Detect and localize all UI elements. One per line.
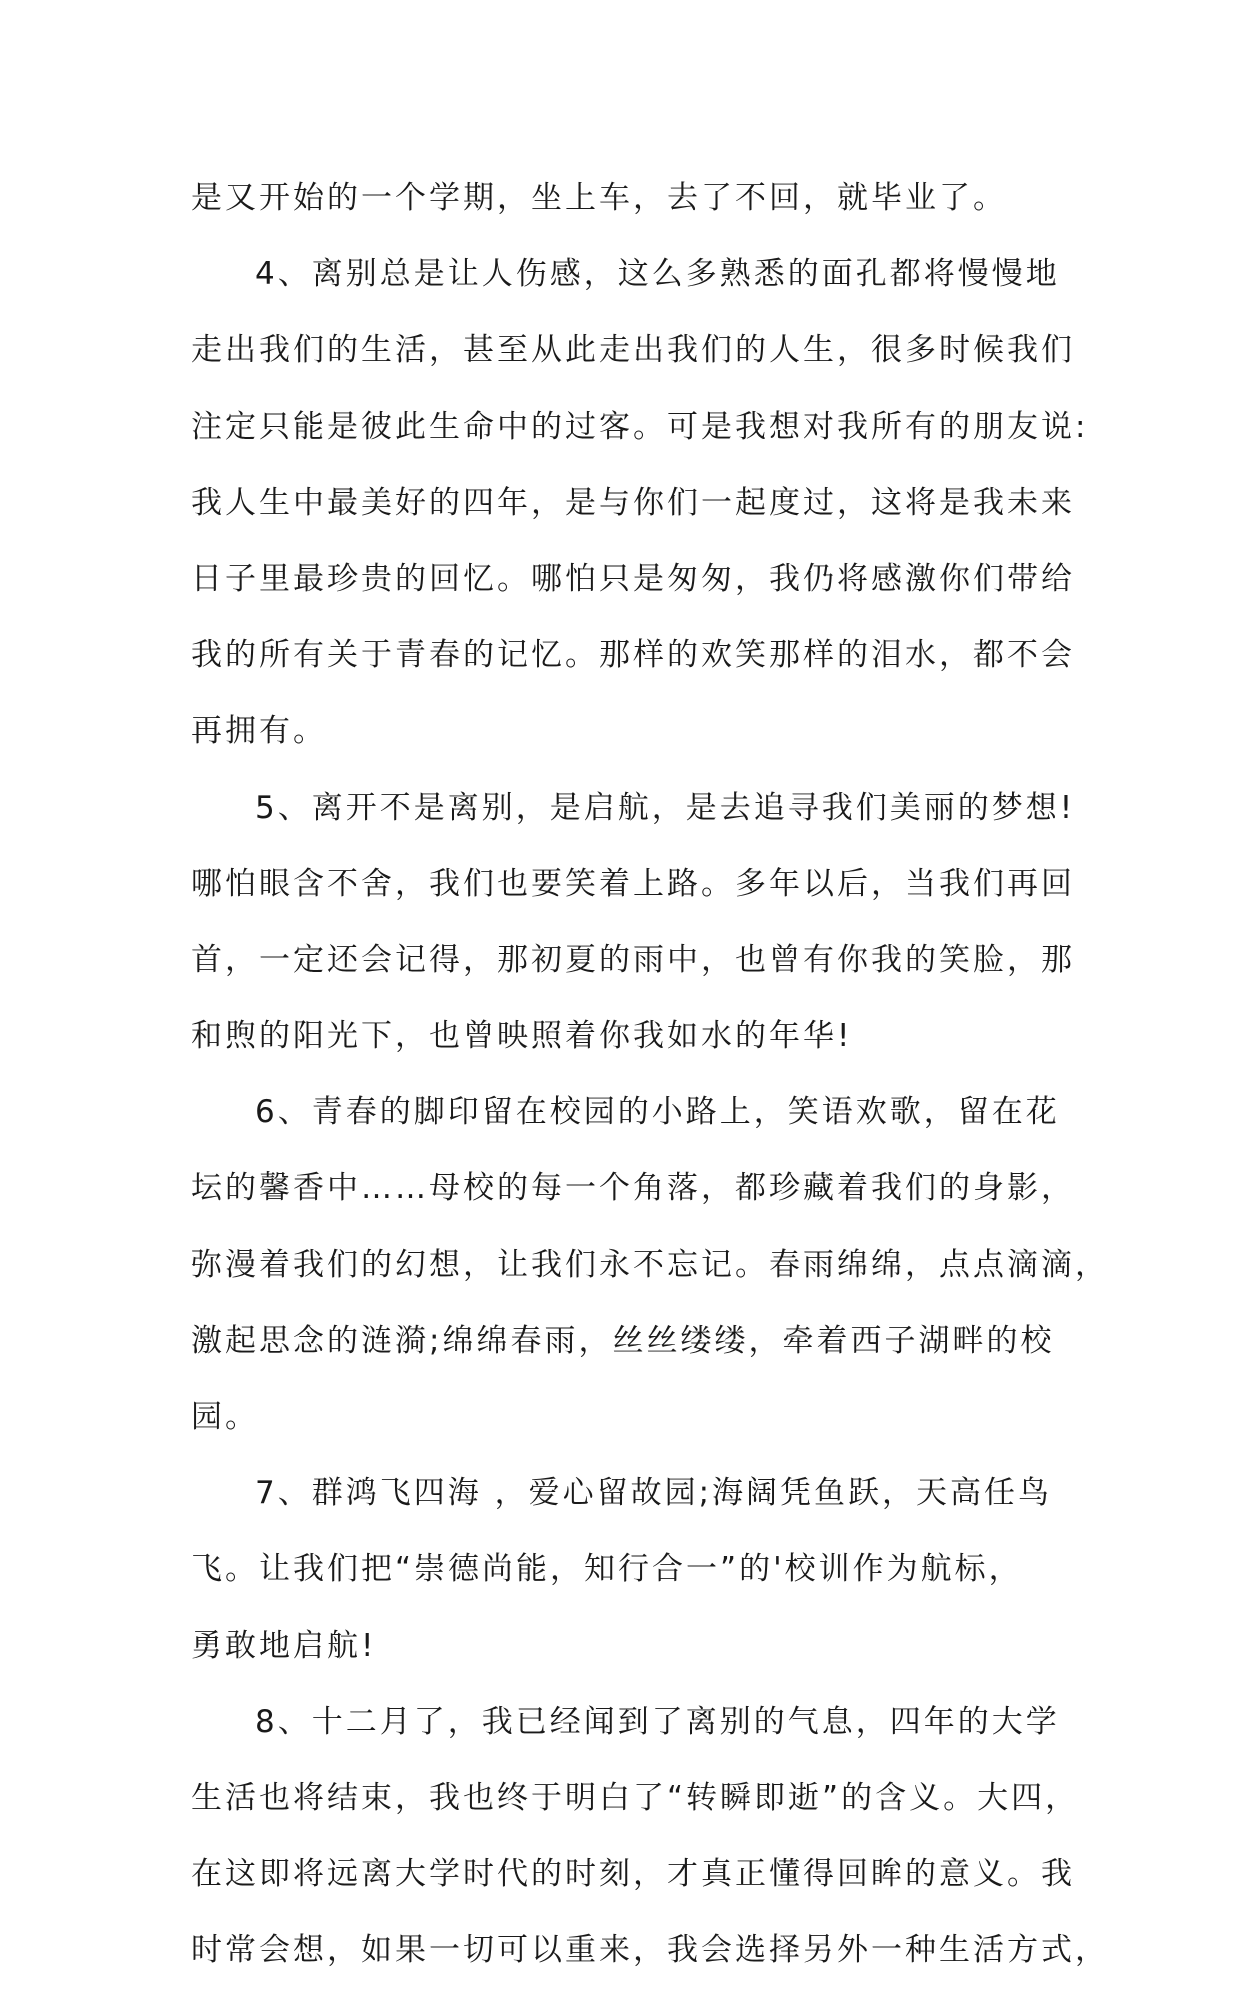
text-line: 7、群鸿飞四海 ，爱心留故园;海阔凭鱼跃，天高任鸟	[255, 1475, 1053, 1512]
text-line: 4、离别总是让人伤感，这么多熟悉的面孔都将慢慢地	[255, 256, 1060, 293]
text-line: 哪怕眼含不舍，我们也要笑着上路。多年以后，当我们再回	[191, 865, 1075, 902]
paragraph-8	[191, 1684, 1109, 1989]
paragraph-4	[191, 236, 1089, 769]
text-line: 弥漫着我们的幻想，让我们永不忘记。春雨绵绵，点点滴滴，	[191, 1246, 1109, 1283]
paragraph-6	[191, 1074, 1109, 1455]
text-line: 和煦的阳光下，也曾映照着你我如水的年华!	[191, 1018, 853, 1055]
text-line: 我的所有关于青春的记忆。那样的欢笑那样的泪水，都不会	[191, 637, 1075, 674]
text-line: 5、离开不是离别，是启航，是去追寻我们美丽的梦想!	[255, 789, 1076, 826]
text-line: 勇敢地启航!	[191, 1627, 377, 1664]
text-line: 再拥有。	[191, 713, 327, 750]
text-line: 激起思念的涟漪;绵绵春雨，丝丝缕缕，牵着西子湖畔的校	[191, 1322, 1055, 1359]
paragraph-continuation	[191, 160, 1061, 236]
text-line: 8、十二月了，我已经闻到了离别的气息，四年的大学	[255, 1703, 1060, 1740]
text-line: 我人生中最美好的四年，是与你们一起度过，这将是我未来	[191, 484, 1075, 521]
text-line: 生活也将结束，我也终于明白了“转瞬即逝”的含义。大四，	[191, 1779, 1080, 1816]
text-line: 首，一定还会记得，那初夏的雨中，也曾有你我的笑脸，那	[191, 941, 1075, 978]
text-line: 注定只能是彼此生命中的过客。可是我想对我所有的朋友说:	[191, 408, 1089, 445]
paragraph-7	[191, 1455, 1061, 1684]
paragraph-5	[191, 770, 1076, 1075]
text-line: 在这即将远离大学时代的时刻，才真正懂得回眸的意义。我	[191, 1856, 1075, 1893]
text-line: 日子里最珍贵的回忆。哪怕只是匆匆，我仍将感激你们带给	[191, 560, 1075, 597]
document-body	[191, 160, 1109, 1989]
text-line: 坛的馨香中……母校的每一个角落，都珍藏着我们的身影，	[191, 1170, 1075, 1207]
text-line: 飞。让我们把“崇德尚能，知行合一”的'校训作为航标，	[191, 1551, 1023, 1588]
text-line: 是又开始的一个学期，坐上车，去了不回，就毕业了。	[191, 180, 1007, 216]
text-line: 走出我们的生活，甚至从此走出我们的人生，很多时候我们	[191, 332, 1075, 369]
text-line: 时常会想，如果一切可以重来，我会选择另外一种生活方式，	[191, 1932, 1109, 1969]
text-line: 6、青春的脚印留在校园的小路上，笑语欢歌，留在花	[255, 1094, 1060, 1131]
text-line: 园。	[191, 1399, 259, 1435]
